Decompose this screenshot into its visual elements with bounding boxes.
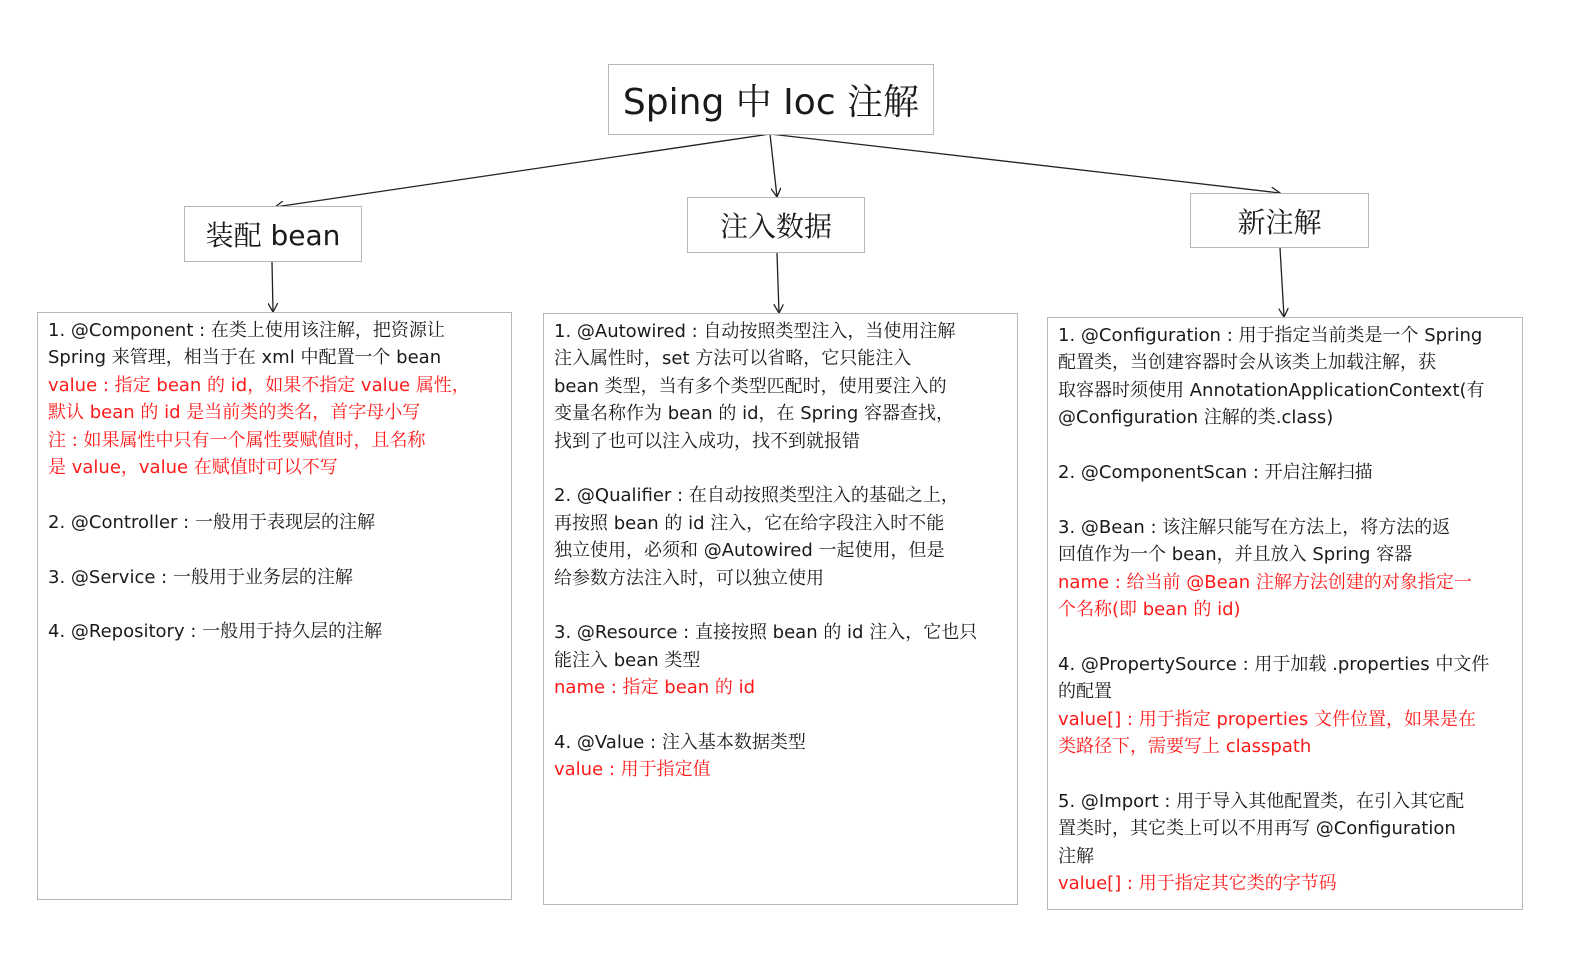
annotation-attribute-line: 注 : 如果属性中只有一个属性要赋值时，且名称: [48, 429, 426, 451]
arrow-root-to-branch-2: [770, 134, 777, 197]
annotation-description-line: 4. @PropertySource : 用于加载 .properties 中文件: [1058, 653, 1490, 675]
annotation-description-line: 3. @Bean : 该注解只能写在方法上，将方法的返: [1058, 516, 1451, 538]
annotation-description-line: 回值作为一个 bean，并且放入 Spring 容器: [1058, 544, 1413, 566]
annotation-description-line: 2. @ComponentScan : 开启注解扫描: [1058, 462, 1373, 484]
annotation-description-line: 能注入 bean 类型: [554, 649, 701, 671]
annotation-attribute-line: name : 指定 bean 的 id: [554, 677, 756, 699]
annotation-attribute-line: 默认 bean 的 id 是当前类的类名，首字母小写: [48, 402, 421, 424]
annotation-description-line: 再按照 bean 的 id 注入，它在给字段注入时不能: [554, 512, 945, 534]
annotation-attribute-line: name : 给当前 @Bean 注解方法创建的对象指定一: [1058, 571, 1472, 593]
arrow-branch-1-to-panel: [272, 262, 273, 312]
annotation-description-line: 变量名称作为 bean 的 id，在 Spring 容器查找，: [554, 403, 955, 425]
annotation-attribute-line: 个名称(即 bean 的 id): [1058, 599, 1241, 621]
annotation-item: [48, 509, 501, 536]
annotation-description-line: 1. @Autowired : 自动按照类型注入，当使用注解: [554, 321, 956, 342]
branch-label: 装配 bean: [205, 219, 341, 252]
annotation-attribute-line: 类路径下，需要写上 classpath: [1058, 736, 1312, 758]
annotation-description-line: 给参数方法注入时，可以独立使用: [554, 567, 824, 589]
annotation-description-line: 的配置: [1058, 681, 1112, 703]
annotation-item: [48, 564, 501, 591]
annotation-description-line: 2. @Controller : 一般用于表现层的注解: [48, 511, 375, 533]
annotation-item: [1058, 788, 1512, 898]
annotation-item: [1058, 459, 1512, 486]
annotation-description-line: 独立使用，必须和 @Autowired 一起使用，但是: [554, 540, 945, 562]
annotation-description-line: 4. @Repository : 一般用于持久层的注解: [48, 621, 383, 643]
annotation-description-line: 置类时，其它类上可以不用再写 @Configuration: [1058, 818, 1456, 840]
annotation-item: [1058, 514, 1512, 624]
arrow-root-to-branch-3: [770, 134, 1280, 193]
arrow-branch-2-to-panel: [777, 253, 779, 313]
panel-new-annotations: [1047, 317, 1523, 910]
annotation-item: [554, 482, 1007, 592]
annotation-description-line: 3. @Resource : 直接按照 bean 的 id 注入，它也只: [554, 622, 978, 644]
branch-node-assemble-bean: [184, 206, 362, 262]
annotation-description-line: Spring 来管理，相当于在 xml 中配置一个 bean: [48, 347, 442, 369]
annotation-description-line: @Configuration 注解的类.class): [1058, 407, 1334, 429]
annotation-description-line: 注入属性时，set 方法可以省略，它只能注入: [554, 348, 912, 370]
annotation-attribute-line: value[] : 用于指定其它类的字节码: [1058, 873, 1337, 895]
annotation-description-line: 取容器时须使用 AnnotationApplicationContext(有: [1058, 379, 1485, 401]
annotation-description-line: 注解: [1058, 845, 1094, 867]
annotation-attribute-line: value : 指定 bean 的 id，如果不指定 value 属性，: [48, 374, 470, 396]
annotation-attribute-line: value : 用于指定值: [554, 759, 711, 781]
annotation-description-line: 3. @Service : 一般用于业务层的注解: [48, 566, 353, 588]
annotation-description-line: 找到了也可以注入成功，找不到就报错: [554, 430, 860, 452]
annotation-item: [1058, 651, 1512, 761]
annotation-attribute-line: value[] : 用于指定 properties 文件位置，如果是在: [1058, 708, 1477, 730]
arrow-branch-3-to-panel: [1280, 248, 1284, 317]
annotation-item: [1058, 322, 1512, 432]
annotation-item: [554, 619, 1007, 701]
branch-label: 新注解: [1237, 205, 1322, 239]
annotation-description-line: 1. @Configuration : 用于指定当前类是一个 Spring: [1058, 325, 1483, 346]
panel-inject-data: [543, 313, 1018, 905]
annotation-item: [554, 729, 1007, 784]
annotation-item: [48, 618, 501, 645]
annotation-attribute-line: 是 value，value 在赋值时可以不写: [48, 457, 338, 479]
annotation-item: [554, 318, 1007, 455]
root-node: [608, 64, 934, 135]
branch-label: 注入数据: [719, 210, 832, 243]
annotation-description-line: 2. @Qualifier : 在自动按照类型注入的基础之上，: [554, 485, 959, 507]
annotation-description-line: 配置类，当创建容器时会从该类上加载注解，获: [1058, 352, 1436, 374]
annotation-description-line: 1. @Component : 在类上使用该注解，把资源让: [48, 320, 445, 341]
root-label: Sping 中 Ioc 注解: [622, 82, 920, 123]
annotation-item: [48, 317, 501, 481]
annotation-description-line: 4. @Value : 注入基本数据类型: [554, 732, 806, 754]
panel-assemble-bean: [37, 312, 512, 900]
branch-node-new-annotations: [1190, 193, 1369, 248]
branch-node-inject-data: [687, 197, 865, 253]
annotation-description-line: bean 类型，当有多个类型匹配时，使用要注入的: [554, 375, 947, 397]
annotation-description-line: 5. @Import : 用于导入其他配置类，在引入其它配: [1058, 790, 1465, 812]
